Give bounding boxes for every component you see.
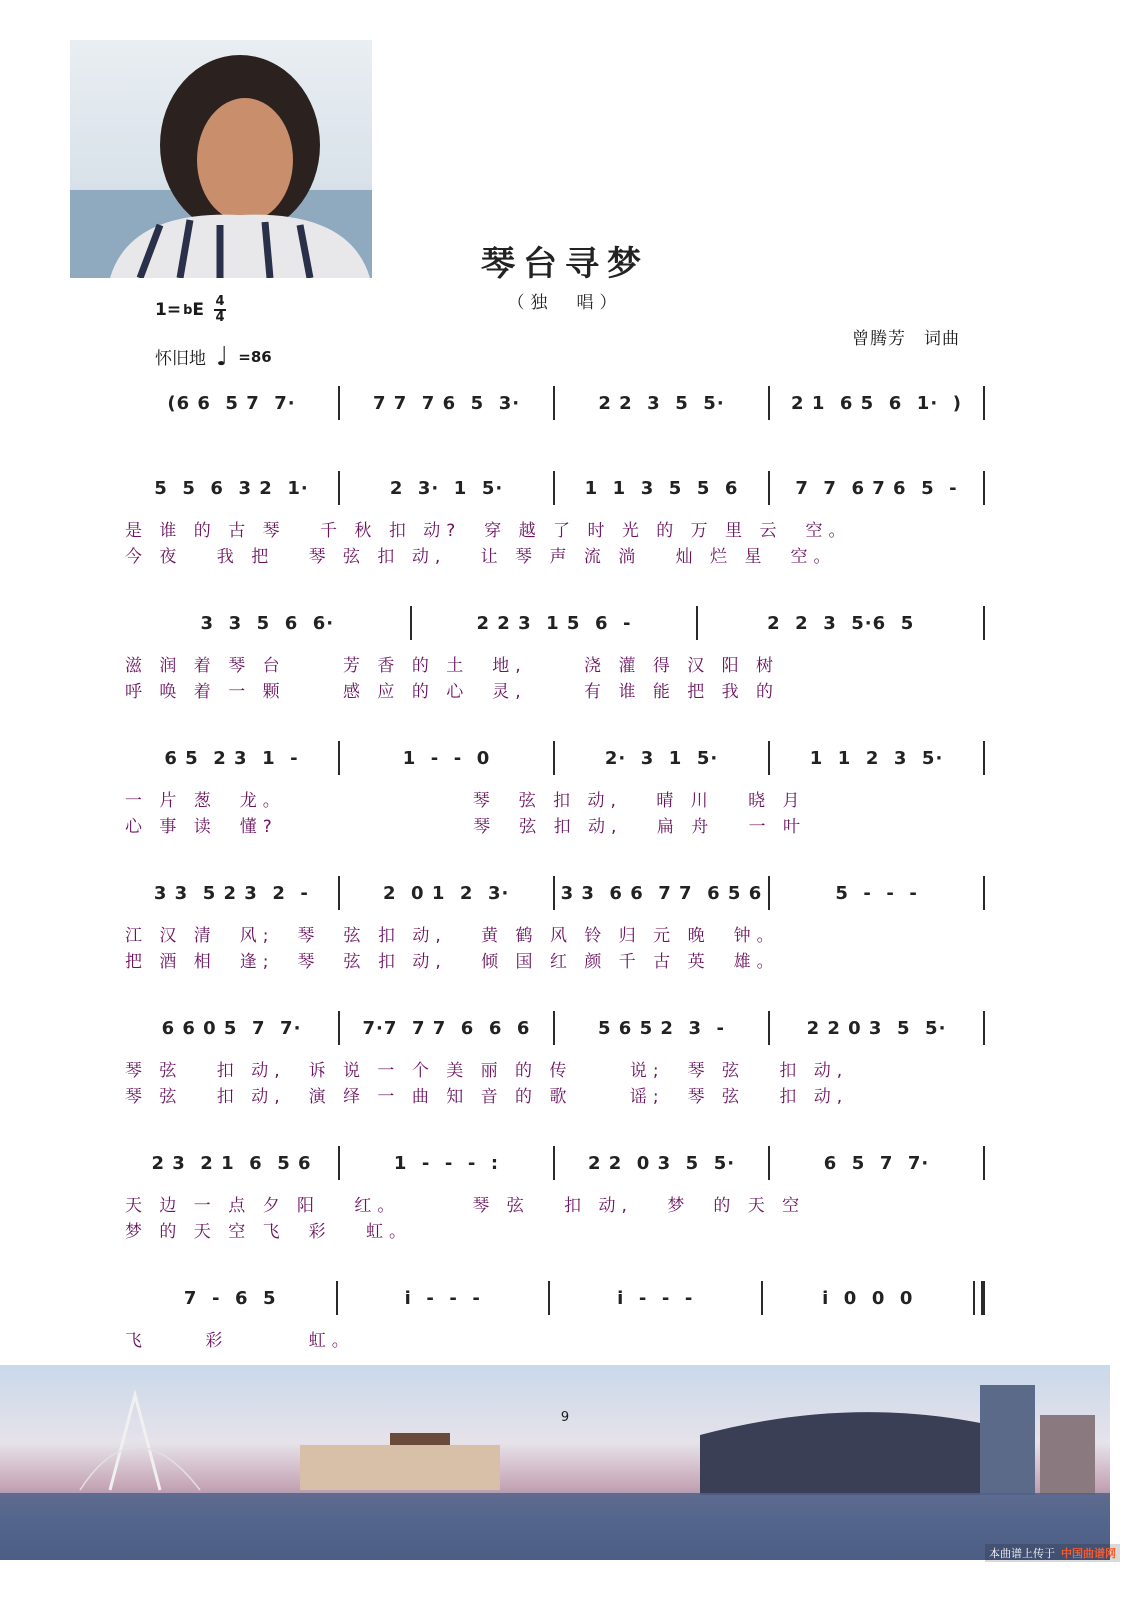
lyrics-verse-2: 把 酒 相 逢; 琴 弦 扣 动, 倾 国 红 颜 千 古 英 雄。 [125,952,780,971]
measure: 2 2 0 3 5 5· [806,1017,947,1039]
measure: 3 3 5 2 3 2 - [153,882,309,904]
bar-line [983,471,985,505]
measure: 7 - 6 5 [183,1287,277,1309]
city-skyline-banner [0,1365,1110,1560]
time-signature [214,296,226,324]
measure: 5 6 5 2 3 - [598,1017,725,1039]
measure: 2 2 3 5·6 5 [767,612,915,634]
measure: 1 - - 0 [402,747,491,769]
song-title: 琴台寻梦 [481,244,649,284]
bar-line [983,741,985,775]
lyrics-verse-2: 呼 唤 着 一 颗 感 应 的 心 灵, 有 谁 能 把 我 的 [125,682,780,701]
bar-line [983,606,985,640]
key-prefix: 1= [155,300,182,320]
lyrics-verse-2: 梦 的 天 空 飞 彩 虹。 [125,1222,413,1241]
lyrics-verse-1: 琴 弦 扣 动, 诉 说 一 个 美 丽 的 传 说; 琴 弦 扣 动, [125,1061,849,1080]
measure: 2 3· 1 5· [389,477,504,499]
measure: 7 7 6 7 6 5 - [795,477,958,499]
expression-text: 怀旧地 [155,349,206,369]
lyrics-verse-1: 一 片 葱 龙。 琴 弦 扣 动, 晴 川 晓 月 [125,791,806,810]
measure: 7 7 7 6 5 3· [372,392,521,414]
measure: 2 3 2 1 6 5 6 [151,1152,312,1174]
measure: 3 3 5 6 6· [200,612,335,634]
bar-line [983,1146,985,1180]
measure: 6 6 0 5 7 7· [161,1017,302,1039]
measure: i - - - [617,1287,694,1309]
measure: 1 - - - : [393,1152,500,1174]
notation-line [125,1010,985,1046]
notation-line [125,385,985,421]
measure: (6 6 5 7 7· [167,392,296,414]
key-tonic: E [192,300,205,320]
measure: 5 5 6 3 2 1· [154,477,309,499]
tempo-bpm: =86 [238,347,272,366]
measure: 1 1 2 3 5· [809,747,944,769]
measure: 6 5 2 3 1 - [164,747,299,769]
measure: 2 0 1 2 3· [383,882,510,904]
notation-line [125,470,985,506]
lyrics-verse-1: 是 谁 的 古 琴 千 秋 扣 动? 穿 越 了 时 光 的 万 里 云 空。 [125,521,852,540]
measure: i 0 0 0 [822,1287,914,1309]
time-bottom: 4 [215,310,225,325]
measure: 3 3 6 6 7 7 6 5 6 [560,882,763,904]
key-signature [155,296,226,324]
measure: 2· 3 1 5· [604,747,719,769]
page-number: 9 [560,1410,570,1425]
tempo-marking [155,341,272,372]
song-subtitle: （独 唱） [507,293,623,313]
lyrics-verse-1: 飞 彩 虹。 [125,1331,355,1350]
bar-line [973,1281,985,1315]
notation-line [125,875,985,911]
bar-line [983,876,985,910]
measure: 6 5 7 7· [823,1152,930,1174]
notation-line [125,1145,985,1181]
lyrics-verse-2: 心 事 读 懂? 琴 弦 扣 动, 扁 舟 一 叶 [125,817,807,836]
time-top: 4 [215,294,225,309]
notation-line [125,1280,985,1316]
bar-line [983,386,985,420]
notation-line [125,605,985,641]
lyrics-verse-1: 江 汉 清 风; 琴 弦 扣 动, 黄 鹤 风 铃 归 元 晚 钟。 [125,926,780,945]
footer-credit [985,1544,1120,1562]
lyrics-verse-2: 今 夜 我 把 琴 弦 扣 动, 让 琴 声 流 淌 灿 烂 星 空。 [125,547,837,566]
lyrics-verse-2: 琴 弦 扣 动, 演 绎 一 曲 知 音 的 歌 谣; 琴 弦 扣 动, [125,1087,849,1106]
measure: 7·7 7 7 6 6 6 [362,1017,531,1039]
measure: 5 - - - [835,882,918,904]
site-brand: 中国曲谱网 [1061,1547,1116,1560]
measure: 2 2 3 5 5· [598,392,725,414]
measure: 2 2 3 1 5 6 - [476,612,632,634]
lyrics-verse-1: 滋 润 着 琴 台 芳 香 的 土 地, 浇 灌 得 汉 阳 树 [125,656,780,675]
author-credit: 曾腾芳 词曲 [852,329,960,349]
measure: i - - - [404,1287,481,1309]
footer-text: 本曲谱上传于 [989,1547,1055,1560]
notation-line [125,740,985,776]
measure: 2 2 0 3 5 5· [587,1152,736,1174]
measure: 1 1 3 5 5 6 [584,477,739,499]
bar-line [983,1011,985,1045]
flat-sign: b [183,302,193,318]
quarter-note-icon: ♩ [216,341,229,372]
lyrics-verse-1: 天 边 一 点 夕 阳 红。 琴 弦 扣 动, 梦 的 天 空 [125,1196,806,1215]
measure: 2 1 6 5 6 1· ) [791,392,962,414]
